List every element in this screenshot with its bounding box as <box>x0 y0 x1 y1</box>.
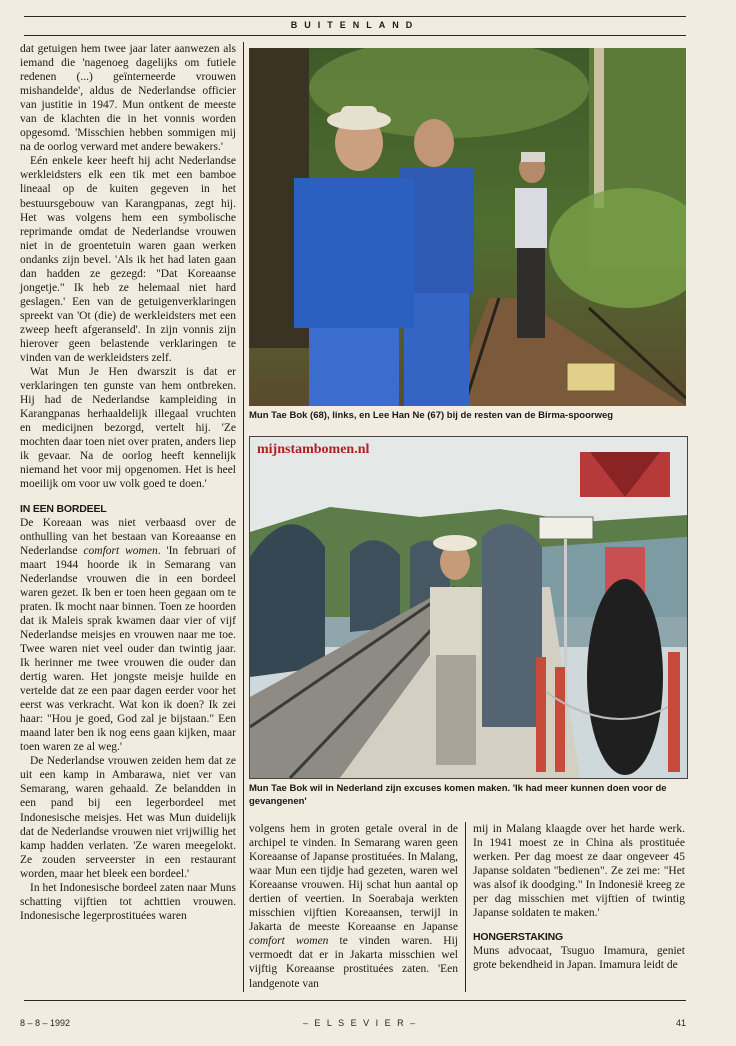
header-rule-bottom <box>24 35 686 36</box>
middle-column <box>249 822 458 991</box>
paragraph: De Koreaan was niet verbaasd over de onthulling van het bestaan van Koreaanse en Nederlandse comfort women. 'In februari of maart 1944 hoorde ik in Semarang van Nederlandse vrouwen die in een bordeel waren gezet. Ik ben er toen heen gegaan om te praten. Ik mocht naar binnen. Toen ze hoorden dat ik Maleis sprak kwamen daar vier of vijf Nederlandse meisjes en vrouwen naar me toe. Twee waren niet veel ouder dan twintig jaar. Ik herinner me twee vrouwen die ouder dan dertig waren. Het jongste meisje huilde en vertelde dat ze een paar dagen eerder voor het eerst was verkracht. Wat kon ik doen? Ik zei haar: "Hou je goed, God zal je bijstaan." Een maand later ben ik nog eens gaan kijken, maar toen waren ze al weg.' <box>20 516 236 754</box>
photo-caption: Mun Tae Bok wil in Nederland zijn excuses komen maken. 'Ik had meer kunnen doen voor de gevangenen' <box>249 783 667 807</box>
paragraph: Muns advocaat, Tsuguo Imamura, geniet grote bekendheid in Japan. Imamura leidt de <box>473 945 685 972</box>
paragraph: dat getuigen hem twee jaar later aanwezen als iemand die 'nagenoeg dagelijks om futiele redenen (...) geïnterneerde vrouwen mishandelde', aldus de Nederlandse officier van justitie in 1947. Mun ontkent de meeste van de klachten die in het vonnis worden opgesomd. 'Misschien hebben sommigen mij na de oorlog verward met andere bewakers.' <box>20 43 236 154</box>
paragraph: volgens hem in groten getale overal in de archipel te vinden. In Semarang waren geen Koreaanse of Japanse prostituées. In Malang, waar Mun een tijdje had gezeten, waren wel Koreaanse vrouwen. Hij schat hun aantal op dertien of veertien. In Soerabaja werkten misschien vijftien Koreaansen, terwijl in Jakarta de meeste Koreaanse en Japanse comfort women te vinden waren. Hij vermoedt dat er in Jakarta misschien wel vijftig Koreaanse prostituées zaten. 'Een landgenote van <box>249 823 458 990</box>
photo-railway-jungle-image <box>249 48 686 406</box>
column-divider <box>465 822 466 992</box>
footer-rule <box>24 1000 686 1001</box>
right-column <box>473 822 685 972</box>
column-divider <box>243 42 244 992</box>
page-number: 41 <box>675 1018 686 1028</box>
publication-name: – E L S E V I E R – <box>302 1018 418 1028</box>
paragraph: Wat Mun Je Hen dwarszit is dat er verklaringen ten gunste van hem ontbreken. Hij had de Nederlandse kampleiding in Karangpanas herhaaldelijk illegaal vruchten en medicijnen bezorgd, vertelt hij. 'Ze mochten daar toen niet over praten, anders liep ik gevaar. Na de oorlog heeft kennelijk niemand het voor mij opgenomen. Het is heel moeilijk om voor uw volk goed te doen.' <box>20 366 236 491</box>
left-column <box>20 42 236 923</box>
section-header: BUITENLAND <box>290 20 420 30</box>
photo-bridge <box>249 436 688 779</box>
photo-caption: Mun Tae Bok (68), links, en Lee Han Ne (67) bij de resten van de Birma-spoorweg <box>249 410 614 421</box>
paragraph: De Nederlandse vrouwen zeiden hem dat ze uit een kamp in Ambarawa, niet ver van Semarang, waren gehaald. Ze belandden in een pand bij een legerbordeel met Indonesische meisjes. Het was Mun duidelijk dat de Nederlandse vrouwen niet vrijwillig het kamp hadden verlaten. 'Ze waren meegelokt. Ze zouden serveerster in een restaurant worden, maar het bleek een bordeel.' <box>20 755 236 880</box>
photo-bridge-image <box>250 437 687 778</box>
issue-date: 8 – 8 – 1992 <box>20 1018 71 1028</box>
subheading: HONGERSTAKING <box>473 931 563 944</box>
paragraph: Eén enkele keer heeft hij acht Nederlandse werkleidsters elk een tik met een bamboe lineaal op de kuiten gegeven in het bestuursgebouw van Karangpanas, zegt hij. Het was volgens hem een symbolische reprimande omdat de Nederlandse vrouwen niet in de groentetuin waren gaan werken ondanks zijn bevel. 'Als ik het had laten gaan dan hadden ze gezegd: "Dat Koreaanse jongetje." Ik heb ze helemaal niet hard geslagen.' Een van de getuigenverklaringen spreekt van 'Ot (die) de werkleidsters met een zweep heeft afgeranseld'. In zijn vonnis zijn hierover geen belastende verklaringen te vinden van de werkleidsters zelf. <box>20 155 236 365</box>
photo-railway-jungle <box>249 48 686 406</box>
paragraph: In het Indonesische bordeel zaten naar Muns schatting vijftien tot achttien vrouwen. Indonesische legerprostituées waren <box>20 881 236 922</box>
watermark: mijnstambomen.nl <box>257 442 370 457</box>
subheading: IN EEN BORDEEL <box>20 502 107 515</box>
paragraph: mij in Malang klaagde over het harde werk. In 1941 moest ze in China als prostituée werken. Per dag moest ze daar ongeveer 45 Japanse soldaten "bedienen". Ze zei me: "Het was alsof ik doodging." In Indonesië kreeg ze per dag misschien met vijftien of twintig Japanse soldaten te maken.' <box>473 823 685 920</box>
